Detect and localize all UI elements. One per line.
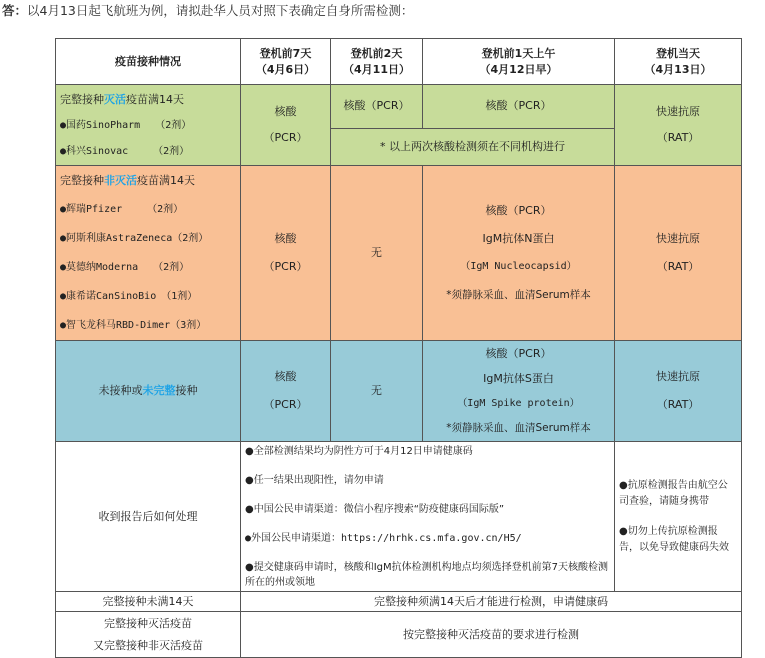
header-day7: 登机前7天 （4月6日） <box>241 39 331 85</box>
under14-label: 完整接种未满14天 <box>56 592 241 612</box>
non-inactivated-label: 完整接种非灭活疫苗满14天 ●辉瑞Pfizer （2剂） ●阿斯利康AstraZeneca（2剂） ●莫德纳Moderna （2剂） ●康希诺CanSinoBio （1剂） ●智飞龙科马RBD-Dimer（3剂） <box>56 166 241 341</box>
intro-prefix: 答： <box>2 3 28 18</box>
after-report-items: ●全部检测结果均为阴性方可于4月12日申请健康码 ●任一结果出现阳性，请勿申请 ●中国公民申请渠道：微信小程序搜索“防疫健康码国际版” ●外国公民申请渠道：https://hrhk.cs.mfa.gov.cn/H5/ ●提交健康码申请时，核酸和IgM抗体检测机构地点均须选择登机前第7天核酸检测所在的州或领地 <box>241 442 615 592</box>
after-report-antigen-notes: ●抗原检测报告由航空公司查验，请随身携带 ●切勿上传抗原检测报告，以免导致健康码失效 <box>615 442 742 592</box>
table-row <box>56 592 742 612</box>
inactivated-note: * 以上两次核酸检测须在不同机构进行 <box>331 128 615 165</box>
header-day1: 登机前1天上午 （4月12日早） <box>423 39 615 85</box>
mixed-text: 按完整接种灭活疫苗的要求进行检测 <box>241 612 742 658</box>
unvaccinated-day0: 快速抗原 （RAT） <box>615 341 742 442</box>
unvaccinated-day1: 核酸（PCR） IgM抗体S蛋白 （IgM Spike protein） *须静脉采血、血清Serum样本 <box>423 341 615 442</box>
intro-body: 以4月13日起飞航班为例，请拟赴华人员对照下表确定自身所需检测： <box>27 3 414 18</box>
table-row <box>56 612 742 658</box>
under14-text: 完整接种须满14天后才能进行检测，申请健康码 <box>241 592 742 612</box>
after-report-label: 收到报告后如何处理 <box>56 442 241 592</box>
table-row <box>56 166 742 341</box>
unvaccinated-day7: 核酸 （PCR） <box>241 341 331 442</box>
inactivated-day1: 核酸（PCR） <box>423 85 615 129</box>
table-row <box>56 85 742 129</box>
table-row <box>56 341 742 442</box>
table-row <box>56 442 742 592</box>
inactivated-day0: 快速抗原 （RAT） <box>615 85 742 166</box>
non-inactivated-day1: 核酸（PCR） IgM抗体N蛋白 （IgM Nucleocapsid） *须静脉采血、血清Serum样本 <box>423 166 615 341</box>
non-inactivated-day0: 快速抗原 （RAT） <box>615 166 742 341</box>
testing-requirements-table <box>55 38 742 658</box>
unvaccinated-label: 未接种或未完整接种 <box>56 341 241 442</box>
unvaccinated-day2: 无 <box>331 341 423 442</box>
non-inactivated-day7: 核酸 （PCR） <box>241 166 331 341</box>
inactivated-day7: 核酸 （PCR） <box>241 85 331 166</box>
inactivated-day2: 核酸（PCR） <box>331 85 423 129</box>
inactivated-label: 完整接种灭活疫苗满14天 ●国药SinoPharm （2剂） ●科兴Sinovac （2剂） <box>56 85 241 166</box>
header-vaccination: 疫苗接种情况 <box>56 39 241 85</box>
mixed-label: 完整接种灭活疫苗 又完整接种非灭活疫苗 <box>56 612 241 658</box>
header-day0: 登机当天 （4月13日） <box>615 39 742 85</box>
table-header-row <box>56 39 742 85</box>
header-day2: 登机前2天 （4月11日） <box>331 39 423 85</box>
non-inactivated-day2: 无 <box>331 166 423 341</box>
intro-text <box>2 2 762 20</box>
